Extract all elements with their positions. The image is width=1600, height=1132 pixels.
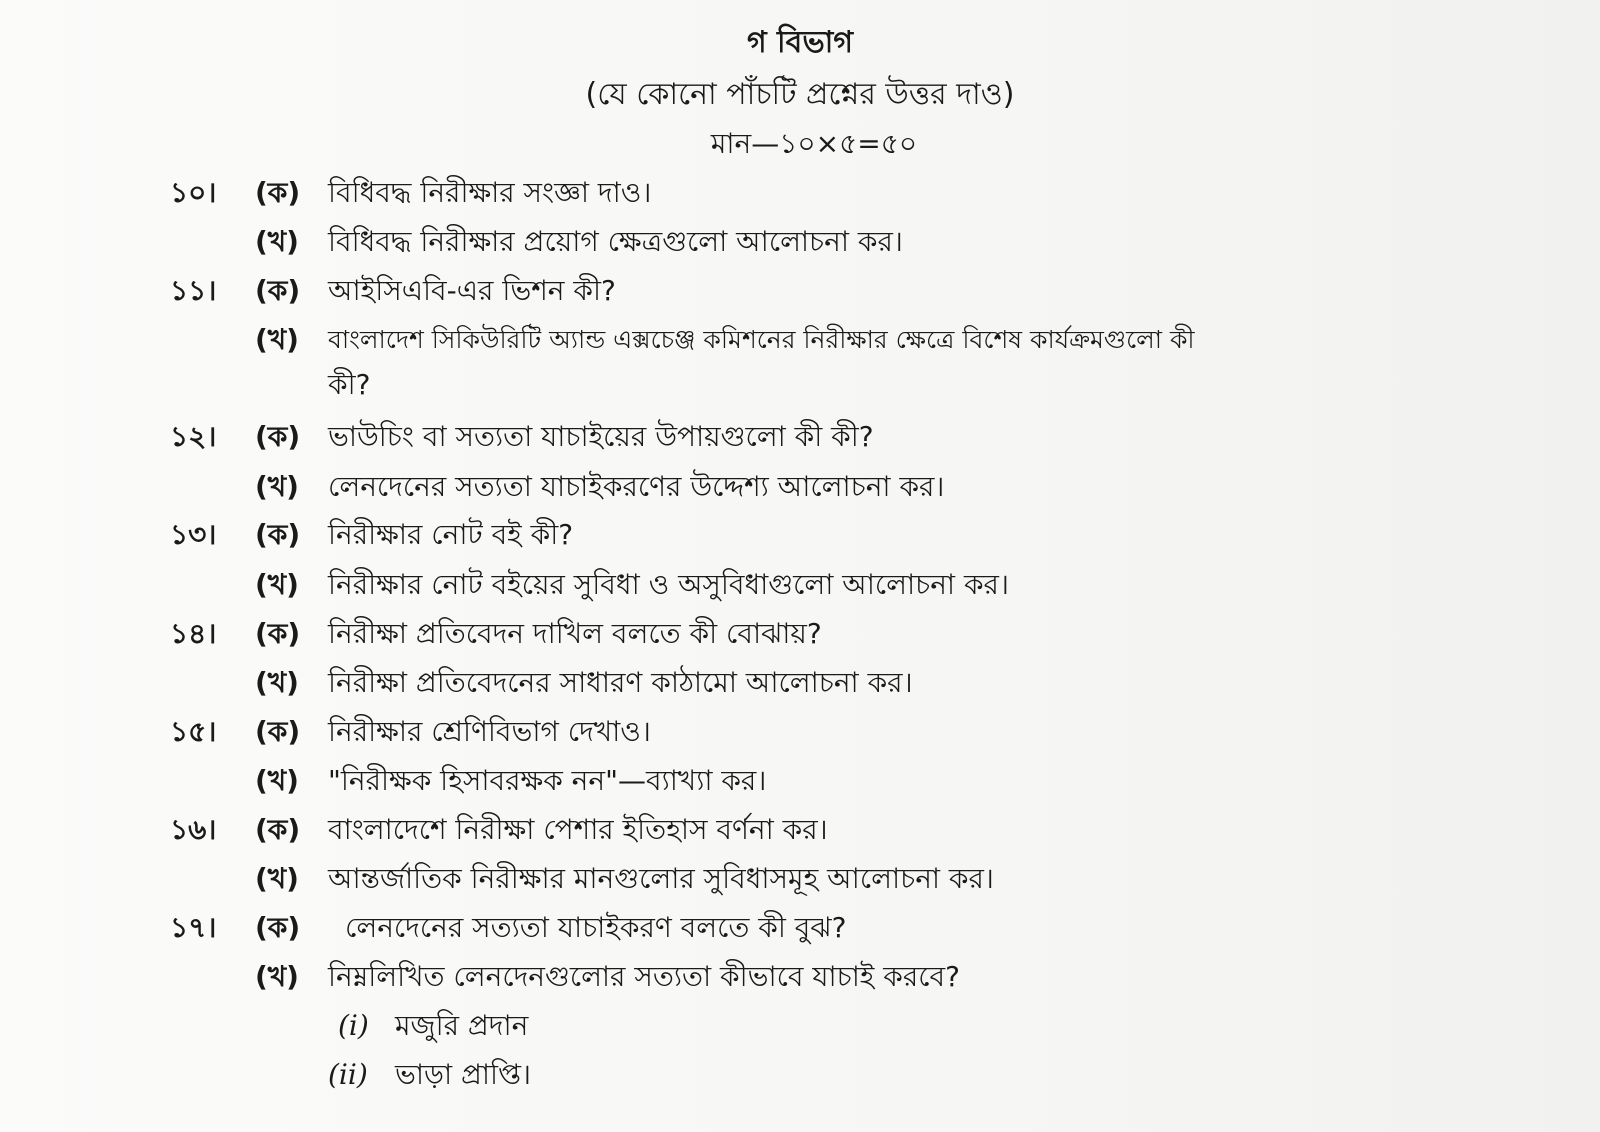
question-number: ১৭। — [170, 911, 217, 944]
question-17b-sub-i — [0, 1003, 1600, 1049]
question-number: ১২। — [170, 420, 217, 453]
question-15b — [0, 758, 1600, 804]
part-text: বাংলাদেশ সিকিউরিটি অ্যান্ড এক্সচেঞ্জ কমিশনের নিরীক্ষার ক্ষেত্রে বিশেষ কার্যক্রমগুলো কী — [328, 325, 1195, 354]
part-label: (খ) — [255, 225, 299, 258]
question-12a — [0, 414, 1600, 460]
question-10a — [0, 170, 1600, 216]
part-label: (ক) — [255, 617, 301, 650]
part-text: নিরীক্ষার শ্রেণিবিভাগ দেখাও। — [328, 715, 651, 748]
part-text: নিম্নলিখিত লেনদেনগুলোর সত্যতা কীভাবে যাচাই করবে? — [328, 960, 960, 993]
part-text: বিধিবদ্ধ নিরীক্ষার প্রয়োগ ক্ষেত্রগুলো আলোচনা কর। — [328, 225, 903, 258]
part-text: নিরীক্ষা প্রতিবেদন দাখিল বলতে কী বোঝায়? — [328, 617, 822, 650]
question-17b-sub-ii — [0, 1052, 1600, 1098]
part-label: (ক) — [255, 176, 301, 209]
part-label: (ক) — [255, 420, 301, 453]
question-17a — [0, 905, 1600, 951]
part-text: "নিরীক্ষক হিসাবরক্ষক নন"—ব্যাখ্যা কর। — [328, 764, 767, 797]
part-label: (খ) — [255, 568, 299, 601]
part-text: নিরীক্ষার নোট বই কী? — [328, 518, 574, 551]
part-label: (ক) — [255, 911, 301, 944]
part-label: (ক) — [255, 715, 301, 748]
part-label: (ক) — [255, 518, 301, 551]
part-text: লেনদেনের সত্যতা যাচাইকরণ বলতে কী বুঝ? — [345, 911, 847, 944]
part-label: (খ) — [255, 764, 299, 797]
question-11b — [0, 317, 1600, 363]
part-label: (খ) — [255, 862, 299, 895]
part-label: (খ) — [255, 470, 299, 503]
question-11b-continued — [0, 362, 1600, 408]
part-text: লেনদেনের সত্যতা যাচাইকরণের উদ্দেশ্য আলোচনা কর। — [328, 470, 945, 503]
subpart-label: (i) — [338, 1009, 369, 1042]
question-number: ১৩। — [170, 518, 217, 551]
question-number: ১০। — [170, 176, 217, 209]
part-text: বিধিবদ্ধ নিরীক্ষার সংজ্ঞা দাও। — [328, 176, 652, 209]
part-label: (খ) — [255, 666, 299, 699]
question-number: ১৫। — [170, 715, 217, 748]
subpart-text: ভাড়া প্রাপ্তি। — [395, 1058, 532, 1091]
subpart-label: (ii) — [328, 1058, 368, 1091]
section-marks: মান—১০×৫=৫০ — [710, 127, 918, 160]
subpart-text: মজুরি প্রদান — [395, 1009, 529, 1042]
question-12b — [0, 464, 1600, 510]
part-label: (খ) — [255, 323, 299, 356]
section-instruction: (যে কোনো পাঁচটি প্রশ্নের উত্তর দাও) — [585, 77, 1015, 112]
part-text: ভাউচিং বা সত্যতা যাচাইয়ের উপায়গুলো কী কী? — [328, 420, 874, 453]
part-text: নিরীক্ষার নোট বইয়ের সুবিধা ও অসুবিধাগুলো আলোচনা কর। — [328, 568, 1009, 601]
part-text: বাংলাদেশে নিরীক্ষা পেশার ইতিহাস বর্ণনা কর। — [328, 813, 828, 846]
part-label: (ক) — [255, 813, 301, 846]
question-13a — [0, 512, 1600, 558]
part-label: (খ) — [255, 960, 299, 993]
question-14a — [0, 611, 1600, 657]
question-13b — [0, 562, 1600, 608]
part-text: আন্তর্জাতিক নিরীক্ষার মানগুলোর সুবিধাসমূহ আলোচনা কর। — [328, 862, 994, 895]
question-17b — [0, 954, 1600, 1000]
part-text: নিরীক্ষা প্রতিবেদনের সাধারণ কাঠামো আলোচনা কর। — [328, 666, 913, 699]
question-15a — [0, 709, 1600, 755]
question-number: ১৬। — [170, 813, 217, 846]
question-16b — [0, 856, 1600, 902]
question-14b — [0, 660, 1600, 706]
question-11a — [0, 268, 1600, 314]
question-10b — [0, 219, 1600, 265]
part-text-continued: কী? — [328, 368, 371, 401]
part-text: আইসিএবি-এর ভিশন কী? — [328, 274, 616, 307]
question-number: ১১। — [170, 274, 217, 307]
question-number: ১৪। — [170, 617, 217, 650]
question-16a — [0, 807, 1600, 853]
part-label: (ক) — [255, 274, 301, 307]
section-title: গ বিভাগ — [746, 25, 854, 60]
